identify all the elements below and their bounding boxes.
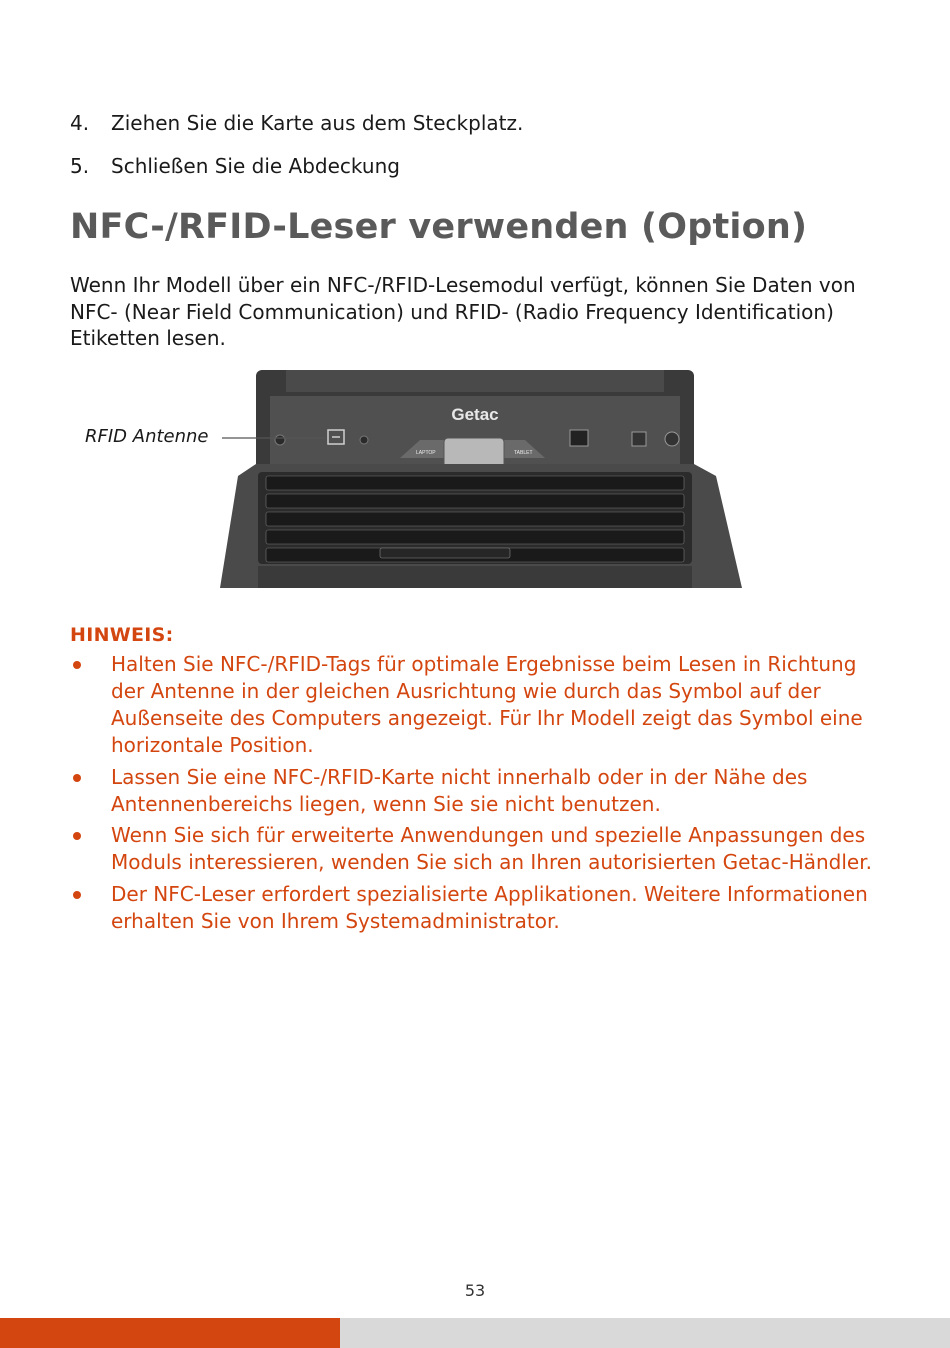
note-box: [70, 622, 890, 939]
camera-icon: [275, 435, 285, 445]
bullet-icon: [73, 891, 81, 899]
laptop-figure: [70, 368, 760, 596]
intro-paragraph: Wenn Ihr Modell über ein NFC-/RFID-Lesemodul verfügt, können Sie Daten von NFC- (Near Field Communication) und RFID- (Radio Frequency Identification) Etiketten lesen.: [70, 273, 856, 350]
footer-gray: [340, 1318, 950, 1348]
step-item: [70, 153, 890, 179]
step-text: Ziehen Sie die Karte aus dem Steckplatz.: [111, 111, 524, 135]
note-title: HINWEIS:: [70, 624, 174, 646]
footer-bar: [0, 1318, 950, 1348]
bullet-text: Halten Sie NFC-/RFID-Tags für optimale Ergebnisse beim Lesen in Richtung der Antenne in der gleichen Ausrichtung wie durch das Symbol auf der Außenseite des Computers angezeigt. Für Ihr Modell zeigt das Symbol eine horizontale Position.: [111, 652, 863, 757]
list-item: [70, 822, 890, 876]
laptop-illustration: [70, 368, 760, 596]
footer-accent: [0, 1318, 340, 1348]
step-text: Schließen Sie die Abdeckung: [111, 154, 400, 178]
bullet-text: Der NFC-Leser erfordert spezialisierte Applikationen. Weitere Informationen erhalten Sie von Ihrem Systemadministrator.: [111, 881, 868, 933]
spacebar: [380, 548, 510, 558]
step-item: [70, 110, 890, 136]
screen-display: [286, 370, 664, 392]
palm-rest: [258, 566, 692, 588]
section-heading: NFC-/RFID-Leser verwenden (Option): [70, 207, 808, 247]
tablet-mode-label: TABLET: [514, 450, 533, 456]
step-list: [70, 110, 890, 196]
page-number: 53: [464, 1281, 486, 1300]
windows-button-icon: [632, 432, 646, 446]
step-number: 5.: [70, 154, 90, 178]
note-bullet-list: [70, 651, 890, 935]
bullet-icon: [73, 832, 81, 840]
list-item: [70, 651, 890, 759]
bullet-text: Wenn Sie sich für erweiterte Anwendungen und spezielle Anpassungen des Moduls interessieren, wenden Sie sich an Ihren autorisierten Getac-Händler.: [111, 823, 872, 874]
laptop-mode-label: LAPTOP: [416, 450, 436, 456]
bullet-icon: [73, 661, 81, 669]
list-item: [70, 881, 890, 935]
bullet-icon: [73, 774, 81, 782]
power-button-icon: [665, 432, 679, 446]
fingerprint-icon: [570, 430, 588, 446]
step-number: 4.: [70, 111, 90, 135]
list-item: [70, 764, 890, 818]
bullet-text: Lassen Sie eine NFC-/RFID-Karte nicht innerhalb oder in der Nähe des Antennenbereichs liegen, wenn Sie sie nicht benutzen.: [111, 764, 808, 816]
brand-logo: Getac: [451, 405, 499, 424]
rfid-antenna-label: RFID Antenne: [85, 426, 209, 447]
sensor-icon: [360, 436, 368, 444]
